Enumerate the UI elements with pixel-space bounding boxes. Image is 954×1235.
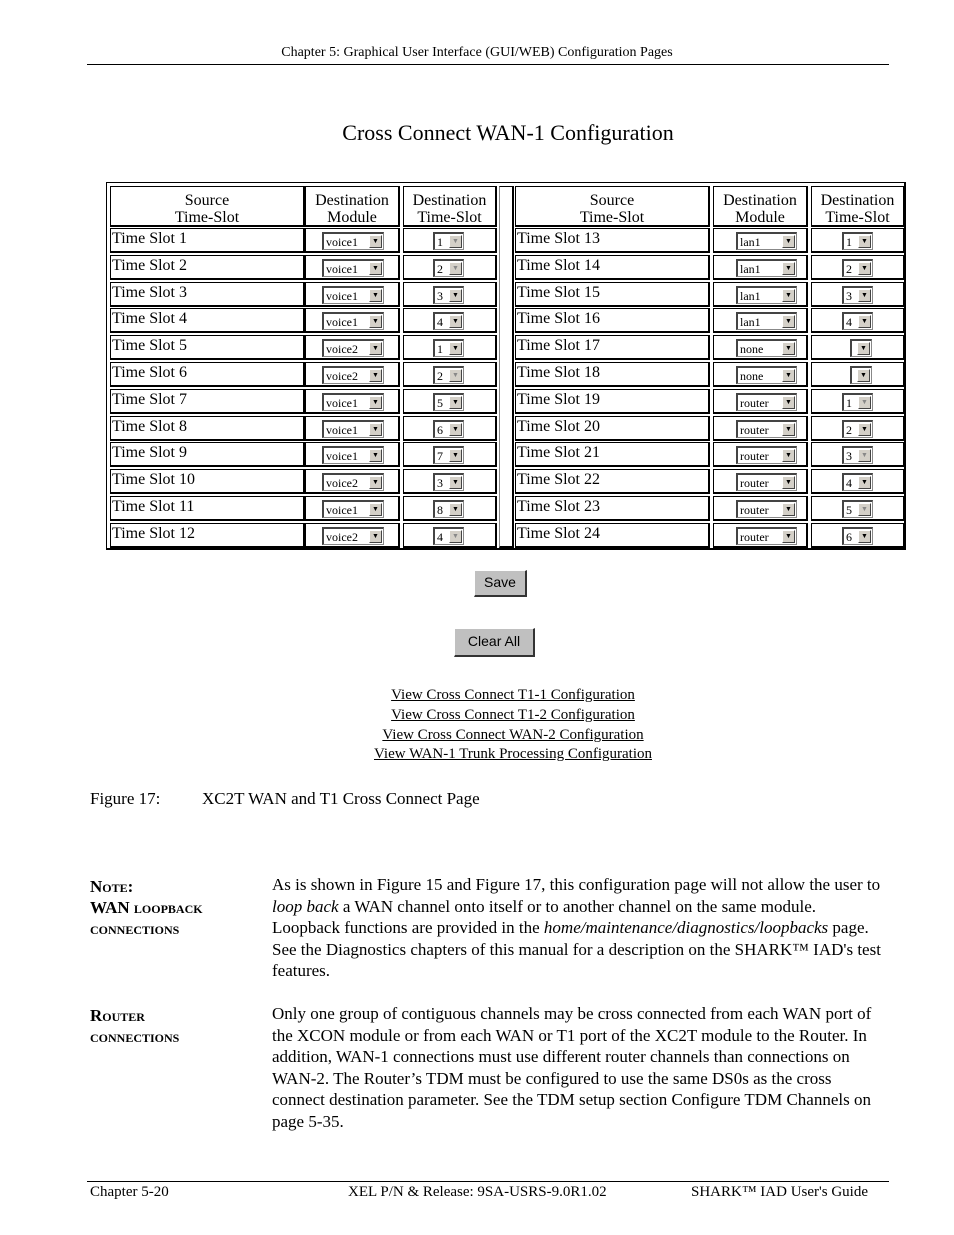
destination-timeslot-select[interactable] xyxy=(433,366,464,384)
source-timeslot-label: Time Slot 18 xyxy=(517,364,600,381)
destination-timeslot-value: 8 xyxy=(437,503,443,517)
destination-timeslot-cell xyxy=(403,496,497,521)
destination-module-select[interactable] xyxy=(736,366,797,384)
destination-timeslot-value: 6 xyxy=(437,423,443,437)
destination-module-value: voice1 xyxy=(326,423,358,437)
source-timeslot-cell xyxy=(110,523,305,548)
chevron-down-icon[interactable]: ▼ xyxy=(369,530,382,543)
destination-timeslot-cell xyxy=(403,308,497,333)
destination-timeslot-cell xyxy=(811,335,905,360)
source-timeslot-cell xyxy=(515,255,710,280)
destination-module-value: none xyxy=(740,342,764,356)
destination-timeslot-value: 2 xyxy=(437,262,443,276)
destination-timeslot-value: 1 xyxy=(437,235,443,249)
source-timeslot-label: Time Slot 19 xyxy=(517,391,600,408)
destination-module-cell xyxy=(305,389,400,414)
source-timeslot-cell xyxy=(110,308,305,333)
destination-module-cell xyxy=(713,255,808,280)
destination-module-cell xyxy=(713,442,808,467)
source-timeslot-label: Time Slot 5 xyxy=(112,337,187,354)
source-timeslot-cell xyxy=(515,416,710,441)
chevron-down-icon[interactable]: ▼ xyxy=(449,503,462,516)
source-timeslot-label: Time Slot 12 xyxy=(112,525,195,542)
source-timeslot-label: Time Slot 23 xyxy=(517,498,600,515)
destination-module-cell xyxy=(713,496,808,521)
destination-module-value: router xyxy=(740,530,769,544)
destination-timeslot-cell xyxy=(811,228,905,253)
chevron-down-icon[interactable]: ▼ xyxy=(369,476,382,489)
destination-timeslot-value: 1 xyxy=(846,396,852,410)
destination-module-cell xyxy=(713,362,808,387)
destination-timeslot-select[interactable] xyxy=(433,339,464,357)
source-timeslot-label: Time Slot 16 xyxy=(517,310,600,327)
chevron-down-icon[interactable]: ▼ xyxy=(369,262,382,275)
chevron-down-icon[interactable]: ▼ xyxy=(782,235,795,248)
destination-module-select[interactable] xyxy=(736,527,797,545)
chevron-down-icon[interactable]: ▼ xyxy=(369,369,382,382)
note-label xyxy=(90,876,270,939)
destination-module-select[interactable] xyxy=(322,446,384,464)
destination-module-select[interactable] xyxy=(322,500,384,518)
destination-timeslot-select[interactable] xyxy=(433,446,464,464)
link-t1-2[interactable]: View Cross Connect T1-2 Configuration xyxy=(391,707,635,723)
source-timeslot-label: Time Slot 2 xyxy=(112,257,187,274)
destination-timeslot-cell xyxy=(811,255,905,280)
destination-timeslot-value: 1 xyxy=(437,342,443,356)
footer-right: SHARK™ IAD User's Guide xyxy=(691,1184,868,1200)
destination-timeslot-value: 3 xyxy=(437,289,443,303)
source-timeslot-cell xyxy=(515,496,710,521)
destination-timeslot-value: 6 xyxy=(846,530,852,544)
chevron-down-icon[interactable]: ▼ xyxy=(858,396,871,409)
destination-module-value: voice1 xyxy=(326,235,358,249)
destination-timeslot-cell xyxy=(403,442,497,467)
chevron-down-icon[interactable]: ▼ xyxy=(369,503,382,516)
destination-module-cell xyxy=(305,255,400,280)
destination-module-value: lan1 xyxy=(740,262,761,276)
destination-module-cell xyxy=(305,469,400,494)
source-timeslot-label: Time Slot 21 xyxy=(517,444,600,461)
destination-module-select[interactable] xyxy=(736,500,797,518)
source-timeslot-label: Time Slot 7 xyxy=(112,391,187,408)
chevron-down-icon[interactable]: ▼ xyxy=(782,262,795,275)
note-label-line3: connections xyxy=(90,919,180,938)
destination-timeslot-value: 5 xyxy=(437,396,443,410)
source-timeslot-cell xyxy=(515,469,710,494)
destination-module-cell xyxy=(305,523,400,548)
destination-module-value: voice2 xyxy=(326,530,358,544)
destination-module-cell xyxy=(713,523,808,548)
destination-module-cell xyxy=(305,416,400,441)
destination-module-value: voice1 xyxy=(326,262,358,276)
destination-timeslot-select[interactable] xyxy=(433,312,464,330)
destination-module-value: voice2 xyxy=(326,342,358,356)
note-loopback-text: As is shown in Figure 15 and Figure 17, this configuration page will not allow the user to loop back a WAN channel onto itself or to another channel on the same module. Loopback functions are provided in the home/maintenance/diagnostics/loopbacks page. See the Diagnostics chapters of this manual for a description on the SHARK™ IAD's test features. xyxy=(272,875,881,980)
destination-module-value: lan1 xyxy=(740,315,761,329)
source-timeslot-cell xyxy=(515,308,710,333)
source-timeslot-cell xyxy=(515,523,710,548)
figure-number: Figure 17: xyxy=(90,789,161,808)
figure-caption: XC2T WAN and T1 Cross Connect Page xyxy=(202,789,480,808)
destination-timeslot-select[interactable] xyxy=(842,232,873,250)
destination-timeslot-cell xyxy=(403,362,497,387)
destination-module-value: voice1 xyxy=(326,396,358,410)
destination-timeslot-cell xyxy=(403,523,497,548)
destination-module-select[interactable] xyxy=(322,527,384,545)
destination-module-value: voice2 xyxy=(326,476,358,490)
destination-module-select[interactable] xyxy=(736,259,797,277)
source-timeslot-label: Time Slot 22 xyxy=(517,471,600,488)
source-timeslot-cell xyxy=(110,228,305,253)
source-timeslot-cell xyxy=(110,362,305,387)
destination-timeslot-value: 7 xyxy=(437,449,443,463)
destination-module-select[interactable] xyxy=(322,312,384,330)
source-timeslot-cell xyxy=(110,255,305,280)
chevron-down-icon[interactable]: ▼ xyxy=(449,449,462,462)
destination-module-value: router xyxy=(740,476,769,490)
source-timeslot-cell xyxy=(110,496,305,521)
chevron-down-icon[interactable]: ▼ xyxy=(782,342,795,355)
source-timeslot-label: Time Slot 14 xyxy=(517,257,600,274)
destination-timeslot-cell xyxy=(811,496,905,521)
destination-timeslot-value: 3 xyxy=(846,449,852,463)
header-destination-module: Destination Module xyxy=(713,186,808,227)
footer-left: Chapter 5-20 xyxy=(90,1184,169,1200)
destination-timeslot-select[interactable] xyxy=(842,286,873,304)
chevron-down-icon[interactable]: ▼ xyxy=(782,503,795,516)
destination-module-select[interactable] xyxy=(736,232,797,250)
destination-module-select[interactable] xyxy=(322,232,384,250)
destination-module-cell xyxy=(713,335,808,360)
footer-rule xyxy=(87,1181,889,1182)
destination-module-value: lan1 xyxy=(740,289,761,303)
destination-timeslot-value: 1 xyxy=(846,235,852,249)
chevron-down-icon[interactable]: ▼ xyxy=(449,423,462,436)
destination-timeslot-select[interactable] xyxy=(850,366,872,384)
destination-timeslot-cell xyxy=(811,362,905,387)
destination-module-select[interactable] xyxy=(736,446,797,464)
chevron-down-icon[interactable]: ▼ xyxy=(782,530,795,543)
chevron-down-icon[interactable]: ▼ xyxy=(449,262,462,275)
chevron-down-icon[interactable]: ▼ xyxy=(449,289,462,302)
destination-timeslot-cell xyxy=(403,469,497,494)
destination-module-select[interactable] xyxy=(322,339,384,357)
chevron-down-icon[interactable]: ▼ xyxy=(369,396,382,409)
chevron-down-icon[interactable]: ▼ xyxy=(449,396,462,409)
destination-module-value: none xyxy=(740,369,764,383)
chevron-down-icon[interactable]: ▼ xyxy=(449,530,462,543)
chevron-down-icon[interactable]: ▼ xyxy=(369,342,382,355)
destination-timeslot-select[interactable] xyxy=(842,259,873,277)
chevron-down-icon[interactable]: ▼ xyxy=(782,476,795,489)
source-timeslot-cell xyxy=(515,362,710,387)
header-destination-timeslot: Destination Time-Slot xyxy=(811,186,905,227)
note-label-line1: Note: xyxy=(90,877,134,896)
destination-timeslot-select[interactable] xyxy=(842,393,873,411)
chevron-down-icon[interactable]: ▼ xyxy=(449,476,462,489)
destination-module-cell xyxy=(305,442,400,467)
source-timeslot-label: Time Slot 10 xyxy=(112,471,195,488)
destination-module-select[interactable] xyxy=(736,393,797,411)
destination-timeslot-value: 2 xyxy=(846,262,852,276)
source-timeslot-cell xyxy=(110,282,305,307)
chevron-down-icon[interactable]: ▼ xyxy=(858,289,871,302)
destination-module-select[interactable] xyxy=(736,339,797,357)
chevron-down-icon[interactable]: ▼ xyxy=(858,423,871,436)
router-connections-text: Only one group of contiguous channels may be cross connected from each WAN port of the XCON module or from each WAN or T1 port of the XC2T module to the Router. In addition, WAN-1 connections must use different router channels than connections on WAN-2. The Router’s TDM must be configured to use the same DS0s as the cross connect destination parameter. See the TDM setup section Configure TDM Channels on page 5-35. xyxy=(272,1004,872,1131)
cross-connect-table xyxy=(106,182,906,550)
destination-module-value: voice1 xyxy=(326,289,358,303)
destination-module-value: router xyxy=(740,423,769,437)
destination-module-select[interactable] xyxy=(322,286,384,304)
destination-module-value: voice1 xyxy=(326,503,358,517)
chevron-down-icon[interactable]: ▼ xyxy=(782,449,795,462)
destination-timeslot-select[interactable] xyxy=(842,420,873,438)
destination-timeslot-select[interactable] xyxy=(433,500,464,518)
footer-center: XEL P/N & Release: 9SA-USRS-9.0R1.02 xyxy=(348,1184,607,1200)
source-timeslot-label: Time Slot 4 xyxy=(112,310,187,327)
chevron-down-icon[interactable]: ▼ xyxy=(858,476,871,489)
header-source-timeslot: Source Time-Slot xyxy=(110,186,305,227)
source-timeslot-label: Time Slot 9 xyxy=(112,444,187,461)
chevron-down-icon[interactable]: ▼ xyxy=(858,530,871,543)
destination-module-value: lan1 xyxy=(740,235,761,249)
destination-timeslot-cell xyxy=(403,416,497,441)
chevron-down-icon[interactable]: ▼ xyxy=(369,449,382,462)
destination-timeslot-select[interactable] xyxy=(433,473,464,491)
source-timeslot-cell xyxy=(110,416,305,441)
chevron-down-icon[interactable]: ▼ xyxy=(858,262,871,275)
destination-timeslot-cell xyxy=(811,523,905,548)
source-timeslot-label: Time Slot 15 xyxy=(517,284,600,301)
destination-timeslot-select[interactable] xyxy=(433,527,464,545)
save-button[interactable]: Save xyxy=(474,570,527,597)
source-timeslot-cell xyxy=(110,335,305,360)
chevron-down-icon[interactable]: ▼ xyxy=(369,315,382,328)
header-rule xyxy=(87,64,889,65)
chevron-down-icon[interactable]: ▼ xyxy=(782,396,795,409)
chevron-down-icon[interactable]: ▼ xyxy=(858,315,871,328)
destination-timeslot-value: 5 xyxy=(846,503,852,517)
destination-module-cell xyxy=(713,469,808,494)
destination-timeslot-cell xyxy=(811,442,905,467)
destination-timeslot-value: 4 xyxy=(846,476,852,490)
header-source-timeslot: Source Time-Slot xyxy=(515,186,710,227)
link-wan-1-trunk[interactable]: View WAN-1 Trunk Processing Configuration xyxy=(374,746,652,762)
chevron-down-icon[interactable]: ▼ xyxy=(858,235,871,248)
chevron-down-icon[interactable]: ▼ xyxy=(449,315,462,328)
destination-timeslot-value: 2 xyxy=(437,369,443,383)
destination-module-value: router xyxy=(740,396,769,410)
destination-timeslot-cell xyxy=(811,308,905,333)
source-timeslot-cell xyxy=(110,442,305,467)
destination-module-select[interactable] xyxy=(736,286,797,304)
source-timeslot-cell xyxy=(515,335,710,360)
destination-timeslot-cell xyxy=(811,282,905,307)
destination-module-select[interactable] xyxy=(322,420,384,438)
destination-timeslot-select[interactable] xyxy=(850,339,872,357)
chevron-down-icon[interactable]: ▼ xyxy=(449,235,462,248)
chevron-down-icon[interactable]: ▼ xyxy=(857,342,870,355)
table-divider xyxy=(499,186,514,548)
destination-module-cell xyxy=(305,496,400,521)
destination-module-cell xyxy=(713,282,808,307)
source-timeslot-cell xyxy=(515,389,710,414)
source-timeslot-cell xyxy=(515,228,710,253)
link-t1-1[interactable]: View Cross Connect T1-1 Configuration xyxy=(391,687,635,703)
chevron-down-icon[interactable]: ▼ xyxy=(782,289,795,302)
source-timeslot-label: Time Slot 6 xyxy=(112,364,187,381)
source-timeslot-cell xyxy=(515,282,710,307)
source-timeslot-cell xyxy=(515,442,710,467)
source-timeslot-label: Time Slot 11 xyxy=(112,498,195,515)
destination-module-select[interactable] xyxy=(736,420,797,438)
destination-module-value: router xyxy=(740,503,769,517)
router-label xyxy=(90,1005,270,1047)
source-timeslot-label: Time Slot 20 xyxy=(517,418,600,435)
destination-module-cell xyxy=(305,308,400,333)
destination-timeslot-cell xyxy=(403,335,497,360)
source-timeslot-label: Time Slot 1 xyxy=(112,230,187,247)
destination-timeslot-select[interactable] xyxy=(433,286,464,304)
destination-module-select[interactable] xyxy=(322,393,384,411)
source-timeslot-label: Time Slot 13 xyxy=(517,230,600,247)
source-timeslot-label: Time Slot 3 xyxy=(112,284,187,301)
destination-module-select[interactable] xyxy=(322,259,384,277)
destination-module-select[interactable] xyxy=(736,312,797,330)
destination-module-value: voice1 xyxy=(326,449,358,463)
router-label-line2: connections xyxy=(90,1027,180,1046)
destination-module-cell xyxy=(305,282,400,307)
destination-timeslot-select[interactable] xyxy=(842,446,873,464)
chevron-down-icon[interactable]: ▼ xyxy=(858,449,871,462)
chevron-down-icon[interactable]: ▼ xyxy=(449,342,462,355)
router-label-line1: Router xyxy=(90,1006,145,1025)
source-timeslot-cell xyxy=(110,469,305,494)
chevron-down-icon[interactable]: ▼ xyxy=(369,235,382,248)
destination-module-cell xyxy=(713,389,808,414)
destination-module-select[interactable] xyxy=(322,366,384,384)
chevron-down-icon[interactable]: ▼ xyxy=(782,315,795,328)
destination-timeslot-select[interactable] xyxy=(842,312,873,330)
chevron-down-icon[interactable]: ▼ xyxy=(449,369,462,382)
destination-timeslot-cell xyxy=(403,255,497,280)
chevron-down-icon[interactable]: ▼ xyxy=(782,423,795,436)
destination-timeslot-cell xyxy=(811,389,905,414)
destination-timeslot-cell xyxy=(403,282,497,307)
destination-timeslot-select[interactable] xyxy=(433,393,464,411)
destination-timeslot-value: 3 xyxy=(437,476,443,490)
link-wan-2[interactable]: View Cross Connect WAN-2 Configuration xyxy=(382,727,644,743)
destination-module-value: voice2 xyxy=(326,369,358,383)
destination-module-cell xyxy=(713,416,808,441)
source-timeslot-label: Time Slot 8 xyxy=(112,418,187,435)
destination-timeslot-cell xyxy=(811,469,905,494)
clear-all-button[interactable]: Clear All xyxy=(454,628,535,657)
destination-module-select[interactable] xyxy=(736,473,797,491)
chevron-down-icon[interactable]: ▼ xyxy=(858,503,871,516)
destination-timeslot-select[interactable] xyxy=(842,527,873,545)
destination-module-cell xyxy=(305,228,400,253)
destination-module-value: voice1 xyxy=(326,315,358,329)
destination-timeslot-select[interactable] xyxy=(433,259,464,277)
source-timeslot-cell xyxy=(110,389,305,414)
destination-timeslot-value: 4 xyxy=(846,315,852,329)
destination-timeslot-select[interactable] xyxy=(433,420,464,438)
destination-module-cell xyxy=(305,335,400,360)
chevron-down-icon[interactable]: ▼ xyxy=(369,289,382,302)
chevron-down-icon[interactable]: ▼ xyxy=(857,369,870,382)
destination-module-cell xyxy=(713,308,808,333)
header-destination-module: Destination Module xyxy=(305,186,400,227)
destination-timeslot-value: 3 xyxy=(846,289,852,303)
chevron-down-icon[interactable]: ▼ xyxy=(369,423,382,436)
destination-timeslot-cell xyxy=(403,228,497,253)
destination-timeslot-select[interactable] xyxy=(842,500,873,518)
header-destination-timeslot: Destination Time-Slot xyxy=(403,186,497,227)
destination-timeslot-value: 4 xyxy=(437,315,443,329)
source-timeslot-label: Time Slot 17 xyxy=(517,337,600,354)
destination-timeslot-select[interactable] xyxy=(842,473,873,491)
destination-timeslot-cell xyxy=(811,416,905,441)
destination-timeslot-cell xyxy=(403,389,497,414)
destination-module-value: router xyxy=(740,449,769,463)
destination-timeslot-value: 4 xyxy=(437,530,443,544)
note-label-line2: WAN loopback xyxy=(90,898,203,917)
running-header: Chapter 5: Graphical User Interface (GUI/WEB) Configuration Pages xyxy=(281,45,673,60)
destination-module-select[interactable] xyxy=(322,473,384,491)
destination-timeslot-select[interactable] xyxy=(433,232,464,250)
destination-module-cell xyxy=(713,228,808,253)
destination-timeslot-value: 2 xyxy=(846,423,852,437)
source-timeslot-label: Time Slot 24 xyxy=(517,525,600,542)
chevron-down-icon[interactable]: ▼ xyxy=(782,369,795,382)
page-title: Cross Connect WAN-1 Configuration xyxy=(342,120,674,145)
destination-module-cell xyxy=(305,362,400,387)
